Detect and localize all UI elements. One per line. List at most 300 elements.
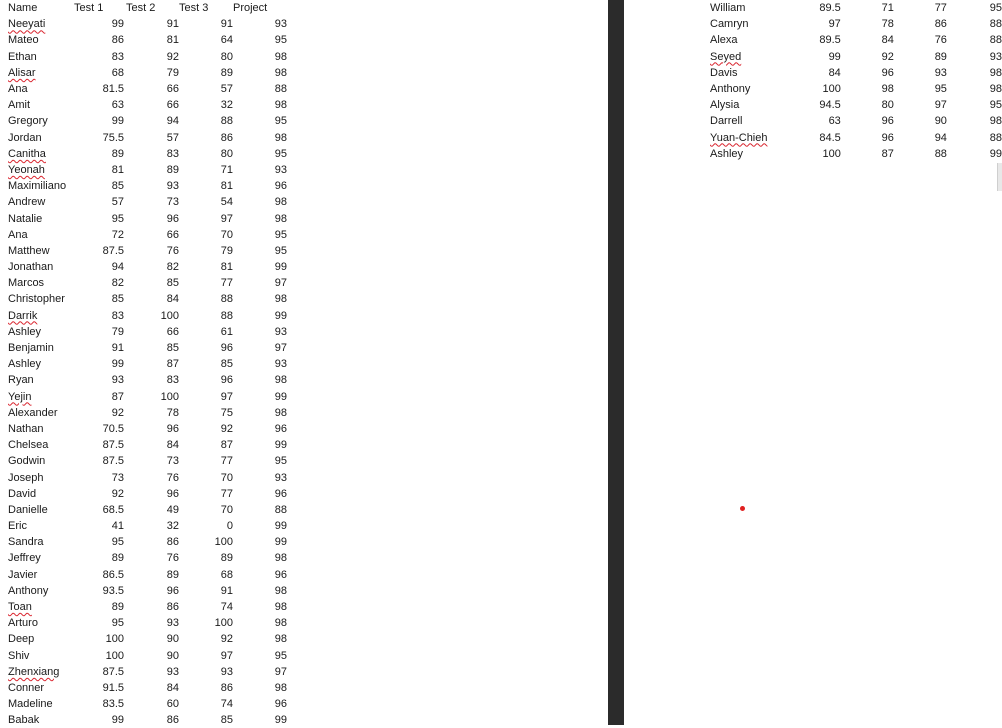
student-name: Christopher	[8, 293, 65, 306]
table-row	[8, 308, 287, 324]
test1-score: 87.5	[102, 455, 124, 468]
test3-score: 76	[934, 34, 947, 47]
project-score: 93	[989, 50, 1002, 63]
table-row	[8, 372, 287, 388]
table-row	[8, 534, 287, 550]
test3-score: 70	[220, 471, 233, 484]
student-name: Maximiliano	[8, 180, 67, 193]
test3-score: 77	[220, 455, 233, 468]
grades-table-left	[8, 0, 287, 728]
test2-score: 89	[166, 163, 179, 176]
test3-score: 100	[214, 617, 233, 630]
student-name: Neeyati	[8, 18, 46, 31]
test1-score: 100	[105, 633, 124, 646]
student-name: Deep	[8, 633, 35, 646]
test1-score: 83	[111, 50, 124, 63]
test1-score: 100	[822, 147, 841, 160]
test3-score: 77	[220, 277, 233, 290]
table-row	[8, 178, 287, 194]
table-row	[8, 81, 287, 97]
test2-score: 96	[881, 131, 894, 144]
table-row	[8, 259, 287, 275]
table-row	[8, 97, 287, 113]
test3-score: 90	[934, 115, 947, 128]
test3-score: 97	[934, 99, 947, 112]
test2-score: 83	[166, 374, 179, 387]
test3-score: 75	[220, 406, 233, 419]
table-row	[8, 583, 287, 599]
test2-score: 87	[166, 358, 179, 371]
project-score: 98	[274, 617, 287, 630]
test2-score: 93	[166, 180, 179, 193]
table-row	[8, 130, 287, 146]
project-score: 98	[274, 293, 287, 306]
test3-score: 88	[934, 147, 947, 160]
project-score: 98	[274, 681, 287, 694]
test1-score: 83.5	[102, 698, 124, 711]
table-row	[8, 486, 287, 502]
test3-score: 92	[220, 422, 233, 435]
test2-score: 76	[166, 244, 179, 257]
test1-score: 93.5	[102, 584, 124, 597]
project-score: 88	[274, 83, 287, 96]
header-name: Name	[8, 2, 38, 15]
test3-score: 68	[220, 568, 233, 581]
test1-score: 85	[111, 180, 124, 193]
table-row	[8, 615, 287, 631]
project-score: 98	[989, 66, 1002, 79]
test1-score: 68	[111, 66, 124, 79]
test2-score: 49	[166, 503, 179, 516]
test3-score: 86	[220, 131, 233, 144]
test1-score: 81	[111, 163, 124, 176]
test3-score: 77	[220, 487, 233, 500]
test1-score: 94	[111, 261, 124, 274]
student-name: Sandra	[8, 536, 44, 549]
test2-score: 90	[166, 633, 179, 646]
test3-score: 32	[220, 99, 233, 112]
test1-score: 82	[111, 277, 124, 290]
test1-score: 73	[111, 471, 124, 484]
student-name: Mateo	[8, 34, 39, 47]
student-name: Chelsea	[8, 439, 49, 452]
project-score: 93	[274, 358, 287, 371]
student-name: Danielle	[8, 503, 48, 516]
table-row	[8, 162, 287, 178]
test1-score: 100	[105, 649, 124, 662]
test2-score: 83	[166, 147, 179, 160]
test2-score: 71	[881, 2, 894, 15]
table-row	[8, 567, 287, 583]
project-score: 98	[989, 115, 1002, 128]
test1-score: 87.5	[102, 439, 124, 452]
project-score: 93	[274, 18, 287, 31]
table-row	[8, 227, 287, 243]
project-score: 93	[274, 471, 287, 484]
test1-score: 79	[111, 325, 124, 338]
student-name: Arturo	[8, 617, 38, 630]
test2-score: 89	[166, 568, 179, 581]
student-name: Darrell	[710, 115, 743, 128]
project-score: 98	[274, 131, 287, 144]
test3-score: 81	[220, 180, 233, 193]
project-score: 98	[274, 212, 287, 225]
test3-score: 61	[220, 325, 233, 338]
project-score: 88	[989, 131, 1002, 144]
student-name: Alexander	[8, 406, 58, 419]
project-score: 93	[274, 163, 287, 176]
test1-score: 91	[111, 342, 124, 355]
project-score: 95	[274, 649, 287, 662]
test1-score: 86.5	[102, 568, 124, 581]
test1-score: 92	[111, 487, 124, 500]
test2-score: 79	[166, 66, 179, 79]
student-name: Babak	[8, 714, 40, 727]
test3-score: 85	[220, 358, 233, 371]
test1-score: 87	[111, 390, 124, 403]
test3-score: 88	[220, 115, 233, 128]
test2-score: 96	[881, 66, 894, 79]
student-name: Anthony	[710, 83, 751, 96]
student-name: Davis	[710, 66, 738, 79]
test2-score: 86	[166, 714, 179, 727]
table-row	[8, 275, 287, 291]
student-name: Ashley	[8, 358, 42, 371]
test2-score: 85	[166, 277, 179, 290]
project-score: 98	[274, 66, 287, 79]
student-name: Jonathan	[8, 261, 54, 274]
test1-score: 87.5	[102, 244, 124, 257]
grades-table-right	[710, 0, 1002, 162]
test2-score: 78	[881, 18, 894, 31]
test1-score: 86	[111, 34, 124, 47]
table-row	[710, 0, 1002, 16]
test2-score: 76	[166, 552, 179, 565]
project-score: 95	[274, 147, 287, 160]
test3-score: 93	[934, 66, 947, 79]
test1-score: 99	[111, 115, 124, 128]
test1-score: 68.5	[102, 503, 124, 516]
project-score: 98	[274, 601, 287, 614]
test1-score: 99	[111, 358, 124, 371]
project-score: 99	[274, 309, 287, 322]
student-name: Alysia	[710, 99, 740, 112]
header-row	[8, 0, 287, 16]
student-name: Jeffrey	[8, 552, 41, 565]
test3-score: 91	[220, 584, 233, 597]
test1-score: 84	[828, 66, 841, 79]
test3-score: 96	[220, 342, 233, 355]
table-row	[8, 16, 287, 32]
test1-score: 94.5	[819, 99, 841, 112]
test3-score: 97	[220, 649, 233, 662]
student-name: Conner	[8, 681, 45, 694]
test2-score: 96	[166, 584, 179, 597]
student-name: Ashley	[8, 325, 42, 338]
project-score: 96	[274, 568, 287, 581]
test2-score: 92	[881, 50, 894, 63]
project-score: 99	[274, 536, 287, 549]
table-row	[8, 389, 287, 405]
test3-score: 71	[220, 163, 233, 176]
project-score: 95	[274, 228, 287, 241]
table-row	[8, 32, 287, 48]
table-row	[8, 648, 287, 664]
student-name: Ethan	[8, 50, 37, 63]
test1-score: 99	[111, 18, 124, 31]
test3-score: 79	[220, 244, 233, 257]
project-score: 95	[274, 115, 287, 128]
test1-score: 72	[111, 228, 124, 241]
test2-score: 85	[166, 342, 179, 355]
test2-score: 84	[166, 681, 179, 694]
table-row	[710, 146, 1002, 162]
test1-score: 89.5	[819, 2, 841, 15]
test2-score: 93	[166, 617, 179, 630]
table-row	[8, 502, 287, 518]
project-score: 98	[274, 50, 287, 63]
test1-score: 93	[111, 374, 124, 387]
project-score: 95	[274, 34, 287, 47]
test2-score: 96	[166, 487, 179, 500]
test1-score: 99	[828, 50, 841, 63]
student-name: Seyed	[710, 50, 742, 63]
test2-score: 90	[166, 649, 179, 662]
project-score: 98	[274, 633, 287, 646]
test3-score: 87	[220, 439, 233, 452]
test2-score: 80	[881, 99, 894, 112]
table-row	[8, 712, 287, 728]
table-row	[8, 631, 287, 647]
student-name: Marcos	[8, 277, 45, 290]
test3-score: 93	[220, 665, 233, 678]
test2-score: 94	[166, 115, 179, 128]
student-name: Ashley	[710, 147, 744, 160]
table-row	[8, 356, 287, 372]
test2-score: 76	[166, 471, 179, 484]
test1-score: 89	[111, 601, 124, 614]
table-row	[8, 340, 287, 356]
table-row	[8, 421, 287, 437]
student-name: Gregory	[8, 115, 48, 128]
test2-score: 86	[166, 601, 179, 614]
test1-score: 85	[111, 293, 124, 306]
test1-score: 95	[111, 617, 124, 630]
test3-score: 97	[220, 212, 233, 225]
student-name: Amit	[8, 99, 30, 112]
test1-score: 92	[111, 406, 124, 419]
table-row	[8, 599, 287, 615]
test2-score: 100	[160, 390, 179, 403]
project-score: 96	[274, 698, 287, 711]
test1-score: 75.5	[102, 131, 124, 144]
test2-score: 100	[160, 309, 179, 322]
student-name: Ryan	[8, 374, 34, 387]
student-name: Eric	[8, 520, 27, 533]
test3-score: 81	[220, 261, 233, 274]
project-score: 95	[989, 2, 1002, 15]
student-name: William	[710, 2, 746, 15]
project-score: 98	[274, 99, 287, 112]
test3-score: 94	[934, 131, 947, 144]
project-score: 99	[989, 147, 1002, 160]
test3-score: 80	[220, 147, 233, 160]
test3-score: 74	[220, 698, 233, 711]
test2-score: 66	[166, 325, 179, 338]
test3-score: 0	[226, 520, 233, 533]
project-score: 93	[274, 325, 287, 338]
table-row	[8, 243, 287, 259]
test1-score: 63	[111, 99, 124, 112]
table-row	[710, 81, 1002, 97]
test3-score: 91	[220, 18, 233, 31]
student-name: Shiv	[8, 649, 30, 662]
test1-score: 87.5	[102, 665, 124, 678]
test3-score: 97	[220, 390, 233, 403]
table-row	[8, 469, 287, 485]
student-name: Natalie	[8, 212, 43, 225]
table-row	[8, 680, 287, 696]
test3-score: 88	[220, 309, 233, 322]
test3-score: 86	[220, 681, 233, 694]
test2-score: 87	[881, 147, 894, 160]
table-row	[710, 113, 1002, 129]
test1-score: 84.5	[819, 131, 841, 144]
test3-score: 92	[220, 633, 233, 646]
test3-score: 95	[934, 83, 947, 96]
test2-score: 66	[166, 228, 179, 241]
table-row	[8, 194, 287, 210]
project-score: 98	[274, 406, 287, 419]
test1-score: 41	[111, 520, 124, 533]
test2-score: 32	[166, 520, 179, 533]
project-score: 96	[274, 487, 287, 500]
student-name: Darrik	[8, 309, 38, 322]
test2-score: 81	[166, 34, 179, 47]
test1-score: 83	[111, 309, 124, 322]
project-score: 88	[989, 18, 1002, 31]
project-score: 98	[274, 374, 287, 387]
project-score: 96	[274, 422, 287, 435]
project-score: 98	[274, 552, 287, 565]
student-name: Ana	[8, 228, 28, 241]
table-row	[8, 518, 287, 534]
table-row	[8, 65, 287, 81]
project-score: 98	[274, 196, 287, 209]
table-row	[710, 32, 1002, 48]
test2-score: 84	[166, 293, 179, 306]
student-name: Jordan	[8, 131, 42, 144]
test1-score: 91.5	[102, 681, 124, 694]
student-name: Alexa	[710, 34, 738, 47]
header-test1: Test 1	[74, 2, 104, 15]
test3-score: 70	[220, 503, 233, 516]
project-score: 98	[274, 584, 287, 597]
table-row	[8, 113, 287, 129]
student-name: Madeline	[8, 698, 53, 711]
test1-score: 100	[822, 83, 841, 96]
project-score: 97	[274, 665, 287, 678]
student-name: Benjamin	[8, 342, 54, 355]
test1-score: 89	[111, 552, 124, 565]
table-body-left	[8, 16, 287, 728]
header-project: Project	[233, 2, 268, 15]
test2-score: 82	[166, 261, 179, 274]
page-gutter	[608, 0, 624, 725]
test3-score: 89	[934, 50, 947, 63]
test3-score: 89	[220, 66, 233, 79]
table-row	[8, 324, 287, 340]
table-row	[710, 49, 1002, 65]
test1-score: 95	[111, 536, 124, 549]
table-row	[8, 550, 287, 566]
test1-score: 89.5	[819, 34, 841, 47]
student-name: Javier	[8, 568, 38, 581]
table-row	[8, 437, 287, 453]
test2-score: 96	[166, 422, 179, 435]
document-page-right	[624, 0, 1002, 725]
test3-score: 80	[220, 50, 233, 63]
test3-score: 85	[220, 714, 233, 727]
project-score: 95	[989, 99, 1002, 112]
test2-score: 96	[166, 212, 179, 225]
test3-score: 77	[934, 2, 947, 15]
test2-score: 84	[166, 439, 179, 452]
student-name: Andrew	[8, 196, 46, 209]
test3-score: 86	[934, 18, 947, 31]
test3-score: 89	[220, 552, 233, 565]
project-score: 96	[274, 180, 287, 193]
table-row	[8, 453, 287, 469]
test2-score: 91	[166, 18, 179, 31]
test3-score: 74	[220, 601, 233, 614]
student-name: Anthony	[8, 584, 49, 597]
student-name: Nathan	[8, 422, 44, 435]
cursor-dot	[740, 506, 745, 511]
student-name: Ana	[8, 83, 28, 96]
table-row	[8, 146, 287, 162]
test2-score: 93	[166, 665, 179, 678]
test3-score: 96	[220, 374, 233, 387]
test2-score: 60	[166, 698, 179, 711]
test2-score: 84	[881, 34, 894, 47]
table-row	[8, 664, 287, 680]
project-score: 99	[274, 390, 287, 403]
table-row	[8, 696, 287, 712]
project-score: 99	[274, 261, 287, 274]
test3-score: 88	[220, 293, 233, 306]
project-score: 97	[274, 277, 287, 290]
project-score: 99	[274, 714, 287, 727]
student-name: Alisar	[8, 66, 36, 79]
test2-score: 66	[166, 99, 179, 112]
test2-score: 73	[166, 455, 179, 468]
student-name: Matthew	[8, 244, 50, 257]
header-test3: Test 3	[179, 2, 209, 15]
test3-score: 64	[220, 34, 233, 47]
table-row	[8, 210, 287, 226]
test1-score: 81.5	[102, 83, 124, 96]
project-score: 98	[989, 83, 1002, 96]
test3-score: 54	[220, 196, 233, 209]
student-name: Joseph	[8, 471, 44, 484]
scrollbar-thumb[interactable]	[997, 163, 1002, 191]
table-row	[8, 49, 287, 65]
student-name: Yuan-Chieh	[710, 131, 768, 144]
project-score: 88	[989, 34, 1002, 47]
project-score: 97	[274, 342, 287, 355]
test2-score: 98	[881, 83, 894, 96]
